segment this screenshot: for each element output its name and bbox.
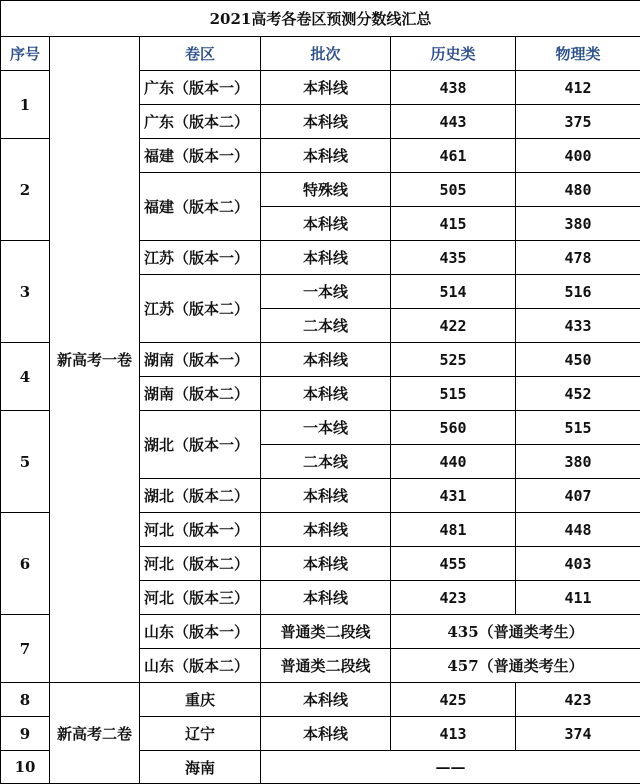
header-physics: 物理类: [516, 37, 640, 71]
region-cell: 福建（版本一）: [140, 139, 261, 173]
table-row: [1, 683, 640, 717]
seq-cell: 1: [1, 71, 50, 139]
batch-cell: 本科线: [261, 683, 391, 717]
region-cell: 河北（版本一）: [140, 513, 261, 547]
batch-cell: 本科线: [261, 71, 391, 105]
seq-cell: 3: [1, 241, 50, 343]
region-cell: 河北（版本二）: [140, 547, 261, 581]
group-new-exam-2: 新高考二卷: [50, 683, 140, 784]
physics-cell: 374: [516, 717, 640, 751]
history-cell: 423: [391, 581, 516, 615]
physics-cell: 450: [516, 343, 640, 377]
region-cell: 江苏（版本一）: [140, 241, 261, 275]
batch-cell: 本科线: [261, 105, 391, 139]
table-title: 2021高考各卷区预测分数线汇总: [1, 1, 640, 37]
history-cell: 481: [391, 513, 516, 547]
history-cell: 431: [391, 479, 516, 513]
region-cell: 福建（版本二）: [140, 173, 261, 241]
physics-cell: 407: [516, 479, 640, 513]
batch-cell: 本科线: [261, 513, 391, 547]
region-cell: 辽宁: [140, 717, 261, 751]
merged-score-cell: ——: [261, 751, 640, 784]
merged-score-cell: 435（普通类考生）: [391, 615, 640, 649]
title-row: [1, 1, 640, 37]
physics-cell: 478: [516, 241, 640, 275]
region-cell: 江苏（版本二）: [140, 275, 261, 343]
batch-cell: 一本线: [261, 411, 391, 445]
region-cell: 广东（版本一）: [140, 71, 261, 105]
batch-cell: 本科线: [261, 581, 391, 615]
physics-cell: 448: [516, 513, 640, 547]
batch-cell: 特殊线: [261, 173, 391, 207]
history-cell: 435: [391, 241, 516, 275]
physics-cell: 380: [516, 445, 640, 479]
group-new-exam-1: 新高考一卷: [50, 37, 140, 683]
batch-cell: 本科线: [261, 717, 391, 751]
physics-cell: 380: [516, 207, 640, 241]
history-cell: 525: [391, 343, 516, 377]
history-cell: 514: [391, 275, 516, 309]
batch-cell: 普通类二段线: [261, 649, 391, 683]
seq-cell: 7: [1, 615, 50, 683]
physics-cell: 403: [516, 547, 640, 581]
seq-cell: 2: [1, 139, 50, 241]
physics-cell: 423: [516, 683, 640, 717]
physics-cell: 452: [516, 377, 640, 411]
history-cell: 560: [391, 411, 516, 445]
merged-score-cell: 457（普通类考生）: [391, 649, 640, 683]
seq-cell: 6: [1, 513, 50, 615]
batch-cell: 本科线: [261, 479, 391, 513]
seq-cell: 4: [1, 343, 50, 411]
history-cell: 505: [391, 173, 516, 207]
physics-cell: 411: [516, 581, 640, 615]
history-cell: 443: [391, 105, 516, 139]
history-cell: 413: [391, 717, 516, 751]
physics-cell: 516: [516, 275, 640, 309]
physics-cell: 375: [516, 105, 640, 139]
seq-cell: 9: [1, 717, 50, 751]
physics-cell: 412: [516, 71, 640, 105]
batch-cell: 本科线: [261, 377, 391, 411]
physics-cell: 433: [516, 309, 640, 343]
seq-cell: 5: [1, 411, 50, 513]
region-cell: 重庆: [140, 683, 261, 717]
batch-cell: 本科线: [261, 207, 391, 241]
region-cell: 湖北（版本一）: [140, 411, 261, 479]
history-cell: 440: [391, 445, 516, 479]
header-history: 历史类: [391, 37, 516, 71]
history-cell: 415: [391, 207, 516, 241]
header-batch: 批次: [261, 37, 391, 71]
physics-cell: 515: [516, 411, 640, 445]
batch-cell: 本科线: [261, 139, 391, 173]
region-cell: 湖南（版本二）: [140, 377, 261, 411]
header-seq: 序号: [1, 37, 50, 71]
history-cell: 515: [391, 377, 516, 411]
batch-cell: 一本线: [261, 275, 391, 309]
physics-cell: 480: [516, 173, 640, 207]
batch-cell: 本科线: [261, 343, 391, 377]
header-row: [1, 37, 640, 71]
history-cell: 455: [391, 547, 516, 581]
history-cell: 461: [391, 139, 516, 173]
batch-cell: 普通类二段线: [261, 615, 391, 649]
history-cell: 425: [391, 683, 516, 717]
region-cell: 湖南（版本一）: [140, 343, 261, 377]
region-cell: 广东（版本二）: [140, 105, 261, 139]
region-cell: 山东（版本一）: [140, 615, 261, 649]
header-region: 卷区: [140, 37, 261, 71]
batch-cell: 二本线: [261, 445, 391, 479]
region-cell: 山东（版本二）: [140, 649, 261, 683]
region-cell: 海南: [140, 751, 261, 784]
region-cell: 河北（版本三）: [140, 581, 261, 615]
batch-cell: 二本线: [261, 309, 391, 343]
seq-cell: 8: [1, 683, 50, 717]
history-cell: 438: [391, 71, 516, 105]
batch-cell: 本科线: [261, 547, 391, 581]
seq-cell: 10: [1, 751, 50, 784]
batch-cell: 本科线: [261, 241, 391, 275]
history-cell: 422: [391, 309, 516, 343]
region-cell: 湖北（版本二）: [140, 479, 261, 513]
physics-cell: 400: [516, 139, 640, 173]
